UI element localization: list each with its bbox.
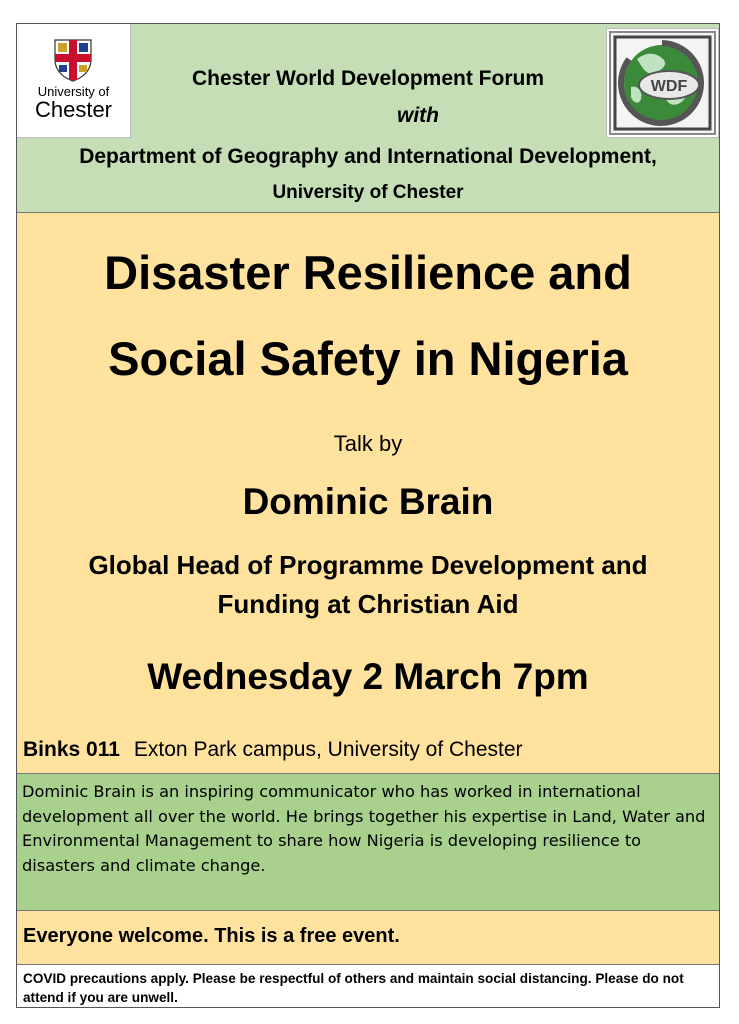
department-name: Department of Geography and International Development,	[79, 145, 657, 168]
welcome-banner	[17, 911, 719, 965]
venue-room: Binks 011	[23, 738, 120, 761]
cwdf-logo-text: WDF	[650, 78, 688, 95]
event-details	[17, 213, 719, 773]
university-name: University of Chester	[272, 182, 464, 203]
forum-name: Chester World Development Forum	[192, 67, 544, 90]
event-venue	[23, 738, 523, 762]
welcome-text: Everyone welcome. This is a free event.	[23, 925, 400, 947]
logo-text-university-of: University of	[37, 84, 110, 99]
event-date: Wednesday 2 March 7pm	[147, 656, 589, 697]
speaker-role-line-1: Global Head of Programme Development and	[88, 550, 648, 580]
talk-by-label: Talk by	[333, 431, 403, 456]
speaker-name: Dominic Brain	[242, 481, 494, 522]
speaker-description: Dominic Brain is an inspiring communicator who has worked in international development all over the world. He brings together his expertise in Land, Water and Environmental Management to share how Nigeria is developing resilience to disasters and climate change.	[17, 773, 719, 911]
event-title-line-2: Social Safety in Nigeria	[108, 332, 628, 385]
covid-notice: COVID precautions apply. Please be respectful of others and maintain social distancing. Please do not attend if you are unwell.	[17, 965, 719, 1007]
logo-text-chester: Chester	[34, 97, 113, 122]
venue-location: Exton Park campus, University of Chester	[133, 738, 523, 761]
event-title-line-1: Disaster Resilience and	[104, 246, 632, 299]
speaker-role-line-2: Funding at Christian Aid	[217, 589, 519, 619]
poster-header	[17, 24, 719, 213]
with-text: with	[397, 104, 439, 127]
poster	[16, 23, 720, 1008]
